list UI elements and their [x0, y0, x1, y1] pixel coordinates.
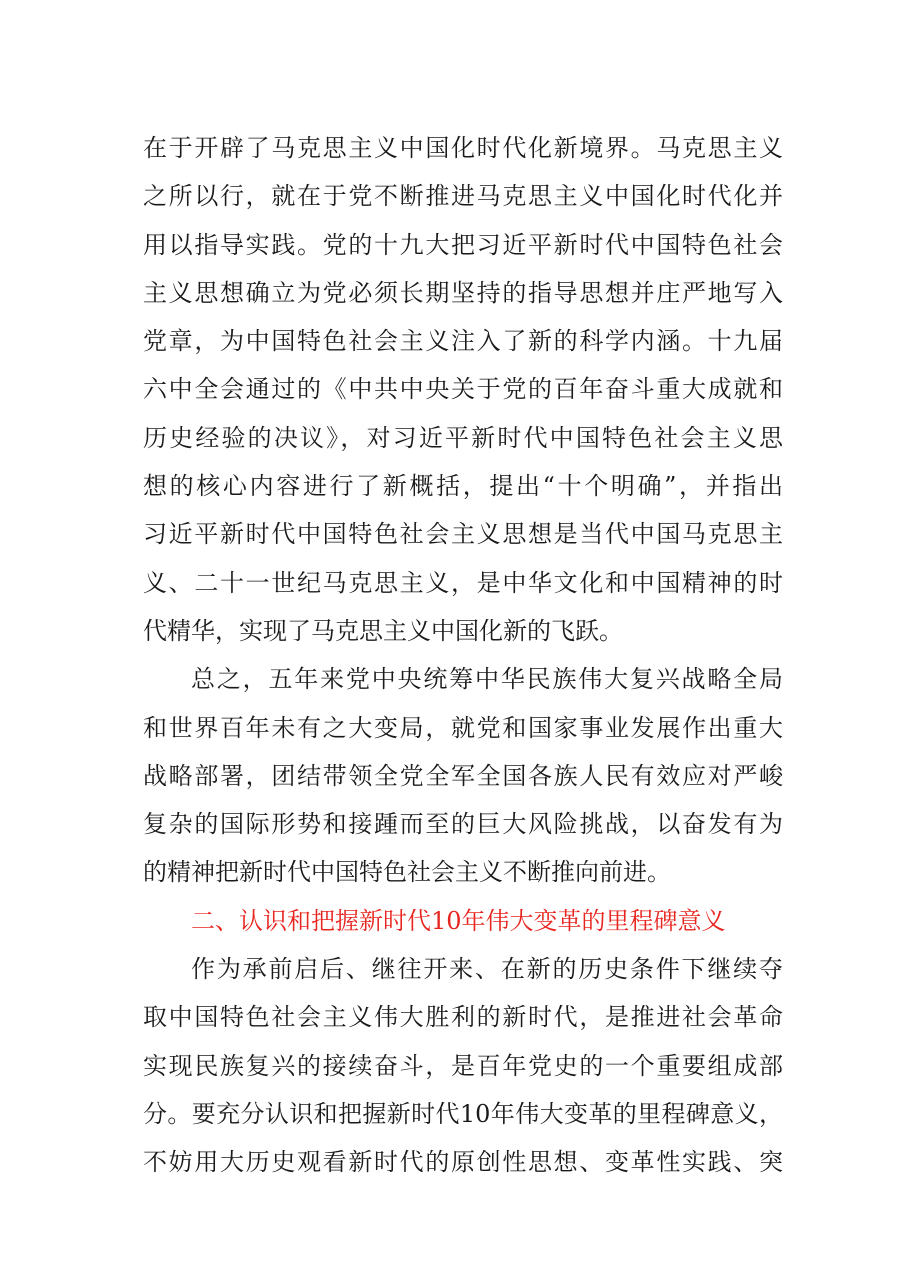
paragraph-line: 的精神把新时代中国特色社会主义不断推向前进。 [143, 858, 671, 887]
section-heading: 二、认识和把握新时代10年伟大变革的里程碑意义 [191, 906, 726, 935]
paragraph-line: 主义思想确立为党必须长期坚持的指导思想并庄严地写入 [143, 278, 783, 307]
paragraph-line: 和世界百年未有之大变局，就党和国家事业发展作出重大 [143, 713, 783, 742]
paragraph-line: 义、二十一世纪马克思主义，是中华文化和中国精神的时 [143, 568, 783, 597]
paragraph-line: 不妨用大历史观看新时代的原创性思想、变革性实践、突 [143, 1148, 783, 1177]
paragraph-line: 想的核心内容进行了新概括，提出“十个明确”，并指出 [143, 472, 783, 501]
paragraph-line: 在于开辟了马克思主义中国化时代化新境界。马克思主义 [143, 134, 783, 162]
paragraph-line: 用以指导实践。党的十九大把习近平新时代中国特色社会 [143, 230, 783, 259]
paragraph-line: 六中全会通过的《中共中央关于党的百年奋斗重大成就和 [143, 375, 783, 404]
paragraph-line: 之所以行，就在于党不断推进马克思主义中国化时代化并 [143, 182, 783, 211]
document-body [143, 124, 783, 1187]
paragraph-line: 代精华，实现了马克思主义中国化新的飞跃。 [143, 616, 623, 645]
paragraph-line: 实现民族复兴的接续奋斗，是百年党史的一个重要组成部 [143, 1051, 783, 1080]
paragraph-line: 党章，为中国特色社会主义注入了新的科学内涵。十九届 [143, 327, 783, 356]
paragraph-line: 总之，五年来党中央统筹中华民族伟大复兴战略全局 [191, 665, 783, 694]
paragraph-line: 复杂的国际形势和接踵而至的巨大风险挑战，以奋发有为 [143, 810, 783, 839]
paragraph-line: 取中国特色社会主义伟大胜利的新时代，是推进社会革命 [143, 1003, 783, 1032]
paragraph-line: 战略部署，团结带领全党全军全国各族人民有效应对严峻 [143, 761, 783, 790]
paragraph-line: 作为承前启后、继往开来、在新的历史条件下继续夺 [191, 955, 783, 984]
paragraph-line: 习近平新时代中国特色社会主义思想是当代中国马克思主 [143, 520, 783, 549]
paragraph-line: 历史经验的决议》，对习近平新时代中国特色社会主义思 [143, 423, 783, 452]
paragraph-line: 分。要充分认识和把握新时代10年伟大变革的里程碑意义， [143, 1099, 783, 1128]
